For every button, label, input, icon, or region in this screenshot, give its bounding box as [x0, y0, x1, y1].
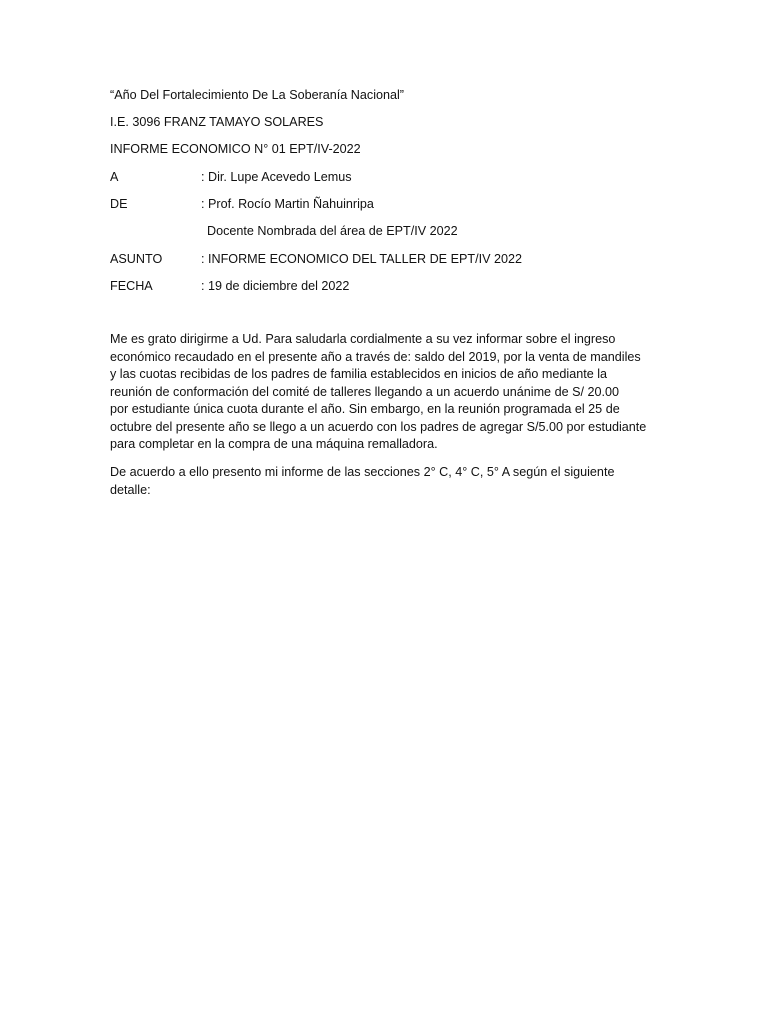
paragraph-line: De acuerdo a ello presento mi informe de las secciones 2° C, 4° C, 5° A según el siguiente	[110, 465, 615, 479]
field-to-label: A	[110, 170, 119, 184]
field-to	[110, 168, 352, 186]
institution-name: I.E. 3096 FRANZ TAMAYO SOLARES	[110, 115, 324, 129]
year-motto: “Año Del Fortalecimiento De La Soberanía Nacional”	[110, 88, 405, 102]
field-subject	[110, 250, 522, 268]
field-date	[110, 277, 349, 295]
body-paragraph-1	[110, 331, 662, 454]
field-from-role: Docente Nombrada del área de EPT/IV 2022	[207, 224, 458, 238]
paragraph-line: detalle:	[110, 482, 151, 497]
paragraph-line: para completar en la compra de una máquina remalladora.	[110, 437, 438, 451]
field-subject-label: ASUNTO	[110, 252, 163, 266]
field-from-label: DE	[110, 197, 128, 211]
field-date-value: : 19 de diciembre del 2022	[201, 279, 350, 293]
report-title: INFORME ECONOMICO N° 01 EPT/IV-2022	[110, 142, 361, 156]
paragraph-line: económico recaudado en el presente año a través de: saldo del 2019, por la venta de mandiles	[110, 349, 641, 364]
field-date-label: FECHA	[110, 279, 153, 293]
body-paragraph-2	[110, 464, 662, 499]
paragraph-line: octubre del presente año se llego a un acuerdo con los padres de agregar S/5.00 por estudiante	[110, 419, 647, 434]
field-from-value: : Prof. Rocío Martin Ñahuinripa	[201, 197, 374, 211]
field-subject-value: : INFORME ECONOMICO DEL TALLER DE EPT/IV 2022	[201, 252, 522, 266]
field-from	[110, 195, 374, 213]
paragraph-line: por estudiante única cuota durante el año. Sin embargo, en la reunión programada el 25 de	[110, 402, 620, 416]
paragraph-line: reunión de conformación del comité de talleres llegando a un acuerdo unánime de S/ 20.00	[110, 384, 619, 399]
paragraph-line: Me es grato dirigirme a Ud. Para saludarla cordialmente a su vez informar sobre el ingreso	[110, 332, 616, 346]
paragraph-line: y las cuotas recibidas de los padres de familia establecidos en inicios de año mediante la	[110, 367, 608, 381]
field-to-value: : Dir. Lupe Acevedo Lemus	[201, 170, 352, 184]
